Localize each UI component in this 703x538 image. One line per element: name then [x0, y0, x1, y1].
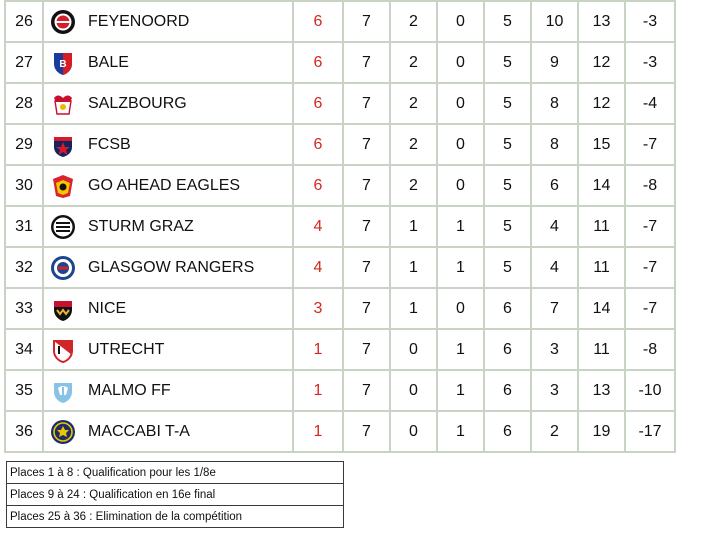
rangers-logo	[50, 255, 76, 281]
club-cell	[43, 411, 293, 452]
lost-cell: 5	[484, 206, 531, 247]
malmo-logo	[50, 378, 76, 404]
played-cell: 7	[343, 165, 390, 206]
played-cell: 7	[343, 206, 390, 247]
club-name: MACCABI T-A	[88, 422, 190, 440]
points-cell: 1	[293, 411, 343, 452]
goals-against-cell: 12	[578, 83, 625, 124]
svg-text:B: B	[59, 58, 67, 70]
rank-cell: 26	[5, 1, 43, 42]
goal-difference-cell: -4	[625, 83, 675, 124]
legend-text: Places 1 à 8 : Qualification pour les 1/8e	[7, 462, 344, 484]
club-cell	[43, 83, 293, 124]
legend-row	[7, 462, 344, 484]
club-name: BALE	[88, 53, 129, 71]
goals-for-cell: 3	[531, 329, 578, 370]
club-cell	[43, 165, 293, 206]
goals-for-cell: 2	[531, 411, 578, 452]
goal-difference-cell: -10	[625, 370, 675, 411]
goal-difference-cell: -8	[625, 329, 675, 370]
club-name: SALZBOURG	[88, 94, 187, 112]
drawn-cell: 0	[437, 1, 484, 42]
club-cell	[43, 124, 293, 165]
legend-row	[7, 484, 344, 506]
goals-for-cell: 6	[531, 165, 578, 206]
sturm-graz-logo	[50, 214, 76, 240]
won-cell: 1	[390, 206, 437, 247]
club-name: UTRECHT	[88, 340, 165, 358]
drawn-cell: 0	[437, 288, 484, 329]
goals-against-cell: 13	[578, 1, 625, 42]
goals-against-cell: 11	[578, 206, 625, 247]
points-cell: 6	[293, 83, 343, 124]
maccabi-logo	[50, 419, 76, 445]
goal-difference-cell: -7	[625, 247, 675, 288]
goal-difference-cell: -7	[625, 288, 675, 329]
nice-logo	[50, 296, 76, 322]
points-cell: 3	[293, 288, 343, 329]
goals-for-cell: 4	[531, 206, 578, 247]
goals-against-cell: 13	[578, 370, 625, 411]
club-name: GO AHEAD EAGLES	[88, 176, 241, 194]
points-cell: 4	[293, 247, 343, 288]
won-cell: 2	[390, 124, 437, 165]
rank-cell: 34	[5, 329, 43, 370]
goals-against-cell: 14	[578, 165, 625, 206]
won-cell: 2	[390, 1, 437, 42]
lost-cell: 6	[484, 329, 531, 370]
club-cell	[43, 42, 293, 83]
table-row	[5, 83, 675, 124]
points-cell: 1	[293, 370, 343, 411]
goals-against-cell: 19	[578, 411, 625, 452]
drawn-cell: 1	[437, 411, 484, 452]
played-cell: 7	[343, 1, 390, 42]
points-cell: 4	[293, 206, 343, 247]
won-cell: 0	[390, 411, 437, 452]
goal-difference-cell: -17	[625, 411, 675, 452]
goals-against-cell: 14	[578, 288, 625, 329]
rank-cell: 36	[5, 411, 43, 452]
won-cell: 0	[390, 329, 437, 370]
table-row	[5, 288, 675, 329]
played-cell: 7	[343, 288, 390, 329]
goals-against-cell: 11	[578, 329, 625, 370]
goals-for-cell: 10	[531, 1, 578, 42]
table-row	[5, 247, 675, 288]
utrecht-logo	[50, 337, 76, 363]
drawn-cell: 0	[437, 83, 484, 124]
points-cell: 6	[293, 1, 343, 42]
lost-cell: 6	[484, 411, 531, 452]
won-cell: 2	[390, 42, 437, 83]
club-cell	[43, 370, 293, 411]
legend-text: Places 25 à 36 : Elimination de la compétition	[7, 506, 344, 528]
club-name: NICE	[88, 299, 127, 317]
goals-for-cell: 8	[531, 83, 578, 124]
lost-cell: 6	[484, 370, 531, 411]
won-cell: 0	[390, 370, 437, 411]
drawn-cell: 1	[437, 247, 484, 288]
lost-cell: 5	[484, 247, 531, 288]
played-cell: 7	[343, 124, 390, 165]
club-cell	[43, 247, 293, 288]
played-cell: 7	[343, 329, 390, 370]
club-name: GLASGOW RANGERS	[88, 258, 255, 276]
lost-cell: 5	[484, 165, 531, 206]
legend-text: Places 9 à 24 : Qualification en 16e final	[7, 484, 344, 506]
rank-cell: 29	[5, 124, 43, 165]
played-cell: 7	[343, 42, 390, 83]
feyenoord-logo	[50, 9, 76, 35]
salzburg-logo	[50, 91, 76, 117]
legend-row	[7, 506, 344, 528]
goals-for-cell: 7	[531, 288, 578, 329]
goal-difference-cell: -7	[625, 206, 675, 247]
drawn-cell: 1	[437, 206, 484, 247]
club-cell	[43, 288, 293, 329]
goals-against-cell: 12	[578, 42, 625, 83]
club-cell	[43, 329, 293, 370]
goal-difference-cell: -3	[625, 42, 675, 83]
goals-for-cell: 3	[531, 370, 578, 411]
won-cell: 1	[390, 288, 437, 329]
goals-against-cell: 11	[578, 247, 625, 288]
club-cell	[43, 206, 293, 247]
club-name: MALMO FF	[88, 381, 171, 399]
legend-table	[6, 461, 344, 528]
goals-against-cell: 15	[578, 124, 625, 165]
goal-difference-cell: -7	[625, 124, 675, 165]
points-cell: 6	[293, 42, 343, 83]
points-cell: 6	[293, 165, 343, 206]
played-cell: 7	[343, 247, 390, 288]
points-cell: 6	[293, 124, 343, 165]
lost-cell: 6	[484, 288, 531, 329]
club-name: FCSB	[88, 135, 131, 153]
basel-logo	[50, 50, 76, 76]
fcsb-logo	[50, 132, 76, 158]
rank-cell: 33	[5, 288, 43, 329]
lost-cell: 5	[484, 83, 531, 124]
won-cell: 1	[390, 247, 437, 288]
table-row	[5, 124, 675, 165]
goal-difference-cell: -3	[625, 1, 675, 42]
points-cell: 1	[293, 329, 343, 370]
goals-for-cell: 4	[531, 247, 578, 288]
table-row	[5, 1, 675, 42]
go-ahead-eagles-logo	[50, 173, 76, 199]
drawn-cell: 1	[437, 370, 484, 411]
lost-cell: 5	[484, 124, 531, 165]
played-cell: 7	[343, 83, 390, 124]
table-row	[5, 165, 675, 206]
table-row	[5, 329, 675, 370]
table-row	[5, 206, 675, 247]
lost-cell: 5	[484, 1, 531, 42]
played-cell: 7	[343, 370, 390, 411]
won-cell: 2	[390, 165, 437, 206]
rank-cell: 31	[5, 206, 43, 247]
goals-for-cell: 8	[531, 124, 578, 165]
table-row	[5, 370, 675, 411]
rank-cell: 27	[5, 42, 43, 83]
drawn-cell: 0	[437, 165, 484, 206]
club-cell	[43, 1, 293, 42]
rank-cell: 32	[5, 247, 43, 288]
drawn-cell: 0	[437, 42, 484, 83]
drawn-cell: 1	[437, 329, 484, 370]
rank-cell: 35	[5, 370, 43, 411]
drawn-cell: 0	[437, 124, 484, 165]
rank-cell: 28	[5, 83, 43, 124]
lost-cell: 5	[484, 42, 531, 83]
club-name: FEYENOORD	[88, 12, 190, 30]
goal-difference-cell: -8	[625, 165, 675, 206]
won-cell: 2	[390, 83, 437, 124]
goals-for-cell: 9	[531, 42, 578, 83]
rank-cell: 30	[5, 165, 43, 206]
table-row	[5, 42, 675, 83]
standings-table	[4, 0, 676, 453]
table-row	[5, 411, 675, 452]
club-name: STURM GRAZ	[88, 217, 194, 235]
played-cell: 7	[343, 411, 390, 452]
